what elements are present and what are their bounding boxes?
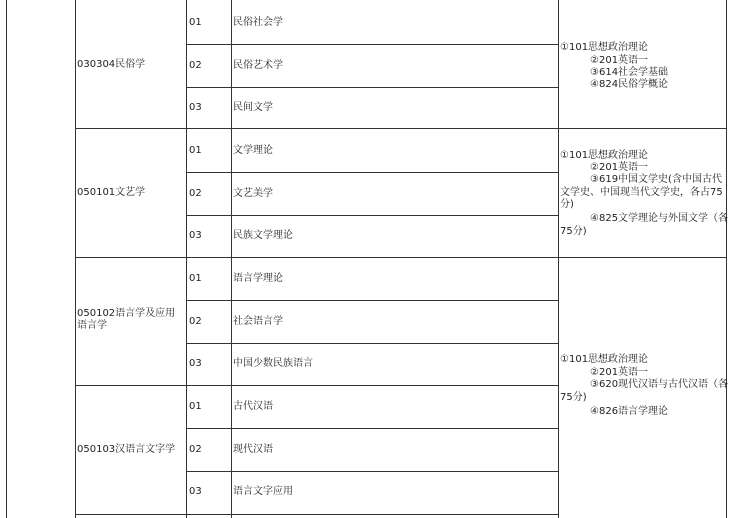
direction-name: 民俗艺术学: [233, 60, 283, 71]
direction-name: 中国少数民族语言: [233, 358, 313, 369]
exam-line: ②201英语一: [590, 367, 649, 378]
direction-name: 文学理论: [233, 145, 273, 156]
exam-line: ③620现代汉语与古代汉语（各: [590, 379, 729, 390]
grid-line: [6, 0, 7, 518]
direction-number: 01: [189, 145, 202, 156]
grid-line: [75, 514, 559, 515]
direction-name: 古代汉语: [233, 401, 273, 412]
program-code-name: 050103汉语言文字学: [77, 444, 176, 455]
grid-line: [75, 385, 559, 386]
direction-name: 语言学理论: [233, 273, 283, 284]
exam-line: 75分): [560, 226, 587, 237]
grid-line: [558, 0, 559, 518]
direction-name: 民间文学: [233, 102, 273, 113]
program-code-name: 030304民俗学: [77, 59, 146, 70]
direction-name: 社会语言学: [233, 316, 283, 327]
exam-line: ①101思想政治理论: [560, 42, 649, 53]
direction-number: 02: [189, 188, 202, 199]
grid-line: [231, 0, 232, 518]
program-code-name: 050102语言学及应用语言学: [77, 308, 176, 331]
exam-line: ③614社会学基础: [590, 67, 669, 78]
direction-name: 语言文字应用: [233, 486, 293, 497]
grid-line: [186, 428, 559, 429]
program-code-name: 050101文艺学: [77, 187, 146, 198]
exam-line: ④826语言学理论: [590, 406, 669, 417]
exam-line: 分): [560, 199, 574, 210]
grid-line: [186, 172, 559, 173]
grid-line: [186, 44, 559, 45]
exam-line: 文学史、中国现当代文学史，各占75: [560, 187, 723, 198]
grid-line: [186, 0, 187, 518]
direction-number: 03: [189, 230, 202, 241]
direction-number: 03: [189, 358, 202, 369]
direction-number: 02: [189, 60, 202, 71]
direction-number: 01: [189, 401, 202, 412]
direction-name: 文艺美学: [233, 188, 273, 199]
grid-line: [75, 128, 727, 129]
grid-line: [186, 87, 559, 88]
direction-number: 02: [189, 444, 202, 455]
exam-line: ①101思想政治理论: [560, 354, 649, 365]
direction-name: 现代汉语: [233, 444, 273, 455]
exam-line: ②201英语一: [590, 55, 649, 66]
grid-line: [186, 300, 559, 301]
direction-name: 民族文学理论: [233, 230, 293, 241]
grid-line: [186, 343, 559, 344]
direction-number: 01: [189, 273, 202, 284]
exam-line: ④824民俗学概论: [590, 79, 669, 90]
direction-name: 民俗社会学: [233, 17, 283, 28]
grid-line: [75, 0, 76, 518]
direction-number: 01: [189, 17, 202, 28]
grid-line: [186, 215, 559, 216]
direction-number: 03: [189, 486, 202, 497]
exam-line: ①101思想政治理论: [560, 150, 649, 161]
direction-number: 02: [189, 316, 202, 327]
grid-line: [75, 257, 727, 258]
grid-line: [186, 471, 559, 472]
exam-line: ④825文学理论与外国文学（各: [590, 213, 729, 224]
direction-number: 03: [189, 102, 202, 113]
grid-line: [726, 0, 727, 518]
exam-line: ③619中国文学史(含中国古代: [590, 174, 722, 185]
exam-line: ②201英语一: [590, 162, 649, 173]
exam-line: 75分): [560, 392, 587, 403]
